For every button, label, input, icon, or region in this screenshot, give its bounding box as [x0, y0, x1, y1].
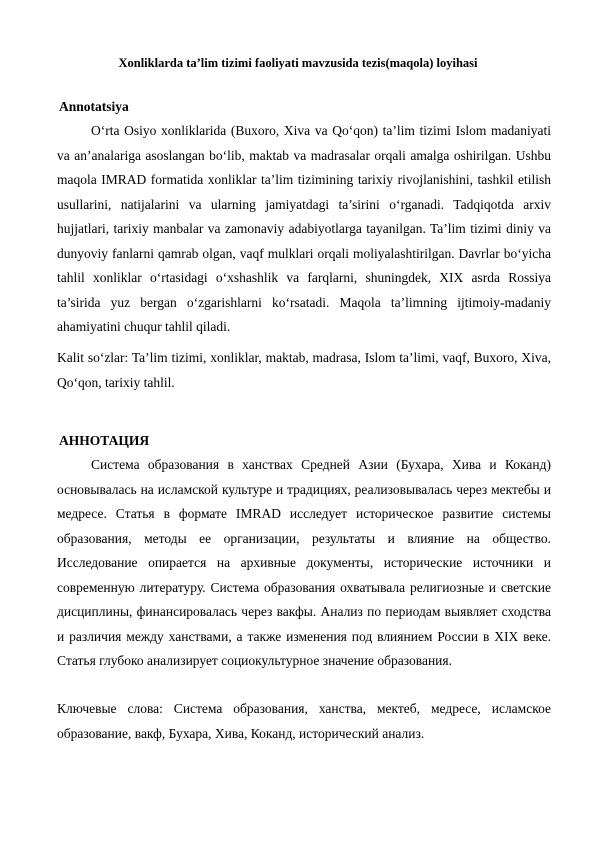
uz-abstract-heading: Annotatsiya: [59, 99, 129, 114]
ru-abstract-heading: АННОТАЦИЯ: [59, 433, 150, 448]
uz-abstract-text: O‘rta Osiyo xonliklarida (Buxoro, Xiva va Qo‘qon) ta’lim tizimi Islom madaniyati va an’analariga asoslangan bo‘lib, maktab va madrasalar orqali amalga oshirilgan. Ushbu maqola IMRAD formatida xonliklar ta’lim tizimining tarixiy rivojlanishini, tashkil etilish usullarini, natijalarini va ularning jamiyatdagi ta’sirini o‘rganadi. Tadqiqotda arxiv hujjatlari, tarixiy manbalar va zamonaviy adabiyotlarga tayanilgan. Ta’lim tizimi diniy va dunyoviy fanlarni qamrab olgan, vaqf mulklari orqali moliyalashtirilgan. Davrlar bo‘yicha tahlil xonliklar o‘rtasidagi o‘xshashlik va farqlarni, shuningdek, XIX asrda Rossiya ta’sirida yuz bergan o‘zgarishlarni ko‘rsatadi. Maqola ta’limning ijtimoiy-madaniy ahamiyatini chuqur tahlil qiladi.: [57, 123, 551, 334]
ru-abstract-text: Система образования в ханствах Средней Азии (Бухара, Хива и Коканд) основывалась на исламской культуре и традициях, реализовывалась через мектебы и медресе. Статья в формате IMRAD исследует историческое развитие системы образования, методы ее организации, результаты и влияние на общество. Исследование опирается на архивные документы, исторические источники и современную литературу. Система образования охватывала религиозные и светские дисциплины, финансировалась через вакфы. Анализ по периодам выявляет сходства и различия между ханствами, а также изменения под влиянием России в XIX веке. Статья глубоко анализирует социокультурное значение образования.: [57, 457, 551, 668]
ru-keywords: Ключевые слова: Система образования, ханства, мектеб, медресе, исламское образование, вакф, Бухара, Хива, Коканд, исторический анализ.: [57, 701, 551, 741]
document-title: Xonliklarda ta’lim tizimi faoliyati mavzusida tezis(maqola) loyihasi: [118, 56, 478, 70]
uz-keywords: Kalit so‘zlar: Ta’lim tizimi, xonliklar, maktab, madrasa, Islom ta’limi, vaqf, Buxoro, Xiva, Qo‘qon, tarixiy tahlil.: [57, 350, 551, 390]
